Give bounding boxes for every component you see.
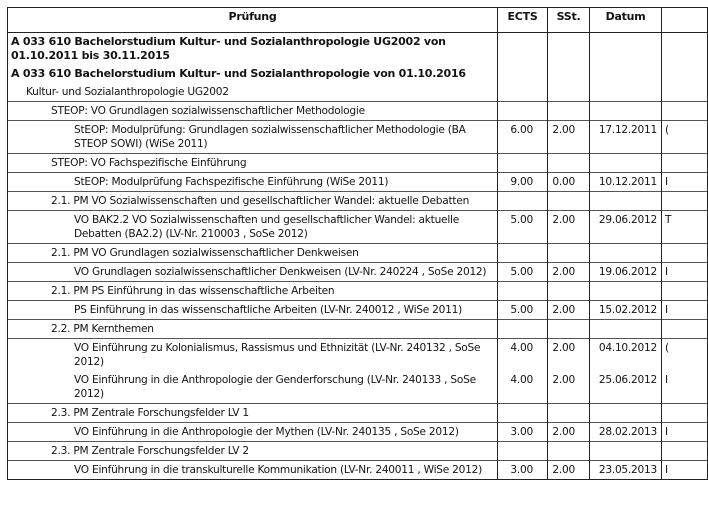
empty-cell: [590, 282, 662, 301]
empty-cell: [662, 102, 708, 121]
empty-cell: [548, 244, 590, 263]
course-row: [8, 423, 708, 442]
program-row-2: [8, 65, 708, 83]
course-grade: I: [662, 173, 708, 192]
course-title: VO BAK2.2 VO Sozialwissenschaften und gesellschaftlicher Wandel: aktuelle Debatten (BA2.2) (LV-Nr. 210003 , SoSe 2012): [8, 211, 498, 244]
course-date: 23.05.2013: [590, 461, 662, 480]
empty-cell: [590, 442, 662, 461]
course-ects: 3.00: [498, 461, 548, 480]
module-title: STEOP: VO Fachspezifische Einführung: [8, 154, 498, 173]
module-title: 2.1. PM PS Einführung in das wissenschaftliche Arbeiten: [8, 282, 498, 301]
course-ects: 4.00: [498, 371, 548, 404]
course-sst: 2.00: [548, 371, 590, 404]
module-row: [8, 282, 708, 301]
empty-cell: [548, 154, 590, 173]
course-grade: I: [662, 423, 708, 442]
header-pruefung: Prüfung: [8, 8, 498, 33]
module-row: [8, 442, 708, 461]
empty-cell: [498, 102, 548, 121]
module-row: [8, 404, 708, 423]
exam-table: [7, 7, 708, 480]
empty-cell: [662, 154, 708, 173]
course-ects: 6.00: [498, 121, 548, 154]
course-date: 19.06.2012: [590, 263, 662, 282]
header-ects: ECTS: [498, 8, 548, 33]
empty-cell: [590, 154, 662, 173]
course-title: VO Einführung zu Kolonialismus, Rassismus und Ethnizität (LV-Nr. 240132 , SoSe 2012): [8, 339, 498, 372]
course-grade: I: [662, 263, 708, 282]
course-grade: I: [662, 371, 708, 404]
empty-cell: [548, 102, 590, 121]
empty-cell: [498, 154, 548, 173]
empty-cell: [662, 192, 708, 211]
course-row: [8, 301, 708, 320]
module-row: [8, 192, 708, 211]
empty-cell: [590, 244, 662, 263]
course-sst: 2.00: [548, 301, 590, 320]
course-title: VO Grundlagen sozialwissenschaftlicher Denkweisen (LV-Nr. 240224 , SoSe 2012): [8, 263, 498, 282]
empty-cell: [498, 282, 548, 301]
course-sst: 2.00: [548, 461, 590, 480]
course-date: 10.12.2011: [590, 173, 662, 192]
course-ects: 3.00: [498, 423, 548, 442]
empty-cell: [590, 102, 662, 121]
module-title: 2.2. PM Kernthemen: [8, 320, 498, 339]
empty-cell: [548, 404, 590, 423]
empty-cell: [548, 192, 590, 211]
course-date: 15.02.2012: [590, 301, 662, 320]
course-title: VO Einführung in die Anthropologie der Genderforschung (LV-Nr. 240133 , SoSe 2012): [8, 371, 498, 404]
course-ects: 5.00: [498, 211, 548, 244]
course-sst: 2.00: [548, 339, 590, 372]
empty-cell: [548, 320, 590, 339]
empty-cell: [662, 320, 708, 339]
program-title-2: A 033 610 Bachelorstudium Kultur- und Sozialanthropologie von 01.10.2016: [8, 65, 498, 83]
course-grade: T: [662, 211, 708, 244]
program-title-1: A 033 610 Bachelorstudium Kultur- und Sozialanthropologie UG2002 von 01.10.2011 bis 30.11.2015: [8, 33, 498, 66]
course-sst: 2.00: [548, 263, 590, 282]
empty-cell: [590, 192, 662, 211]
course-title: VO Einführung in die Anthropologie der Mythen (LV-Nr. 240135 , SoSe 2012): [8, 423, 498, 442]
empty-cell: [498, 442, 548, 461]
course-grade: (: [662, 121, 708, 154]
module-title: STEOP: VO Grundlagen sozialwissenschaftlicher Methodologie: [8, 102, 498, 121]
course-grade: (: [662, 339, 708, 372]
course-sst: 2.00: [548, 121, 590, 154]
empty-cell: [498, 244, 548, 263]
course-ects: 9.00: [498, 173, 548, 192]
course-row: [8, 173, 708, 192]
module-row: [8, 320, 708, 339]
course-date: 17.12.2011: [590, 121, 662, 154]
course-title: PS Einführung in das wissenschaftliche Arbeiten (LV-Nr. 240012 , WiSe 2011): [8, 301, 498, 320]
course-row: [8, 121, 708, 154]
empty-cell: [662, 404, 708, 423]
course-date: 29.06.2012: [590, 211, 662, 244]
module-title: 2.3. PM Zentrale Forschungsfelder LV 1: [8, 404, 498, 423]
empty-cell: [662, 244, 708, 263]
course-date: 25.06.2012: [590, 371, 662, 404]
course-row: [8, 211, 708, 244]
course-ects: 4.00: [498, 339, 548, 372]
empty-cell: [548, 442, 590, 461]
course-ects: 5.00: [498, 263, 548, 282]
empty-cell: [662, 442, 708, 461]
module-row: [8, 244, 708, 263]
empty-cell: [498, 320, 548, 339]
header-sst: SSt.: [548, 8, 590, 33]
empty-cell: [662, 282, 708, 301]
course-grade: I: [662, 461, 708, 480]
course-row: [8, 371, 708, 404]
course-ects: 5.00: [498, 301, 548, 320]
course-grade: I: [662, 301, 708, 320]
empty-cell: [548, 282, 590, 301]
course-title: VO Einführung in die transkulturelle Kommunikation (LV-Nr. 240011 , WiSe 2012): [8, 461, 498, 480]
empty-cell: [590, 404, 662, 423]
course-sst: 2.00: [548, 423, 590, 442]
program-subtitle: Kultur- und Sozialanthropologie UG2002: [8, 83, 498, 102]
program-sub-row: [8, 83, 708, 102]
course-date: 04.10.2012: [590, 339, 662, 372]
empty-cell: [590, 320, 662, 339]
empty-cell: [498, 404, 548, 423]
empty-cell: [498, 192, 548, 211]
module-row: [8, 154, 708, 173]
header-datum: Datum: [590, 8, 662, 33]
course-row: [8, 461, 708, 480]
course-title: StEOP: Modulprüfung: Grundlagen sozialwissenschaftlicher Methodologie (BA STEOP SOWI) (WiSe 2011): [8, 121, 498, 154]
course-sst: 0.00: [548, 173, 590, 192]
course-row: [8, 339, 708, 372]
header-grade: [662, 8, 708, 33]
course-sst: 2.00: [548, 211, 590, 244]
module-title: 2.1. PM VO Grundlagen sozialwissenschaftlicher Denkweisen: [8, 244, 498, 263]
module-row: [8, 102, 708, 121]
module-title: 2.1. PM VO Sozialwissenschaften und gesellschaftlicher Wandel: aktuelle Debatten: [8, 192, 498, 211]
program-row: [8, 33, 708, 66]
course-title: StEOP: Modulprüfung Fachspezifische Einführung (WiSe 2011): [8, 173, 498, 192]
course-date: 28.02.2013: [590, 423, 662, 442]
module-title: 2.3. PM Zentrale Forschungsfelder LV 2: [8, 442, 498, 461]
table-header-row: [8, 8, 708, 33]
course-row: [8, 263, 708, 282]
